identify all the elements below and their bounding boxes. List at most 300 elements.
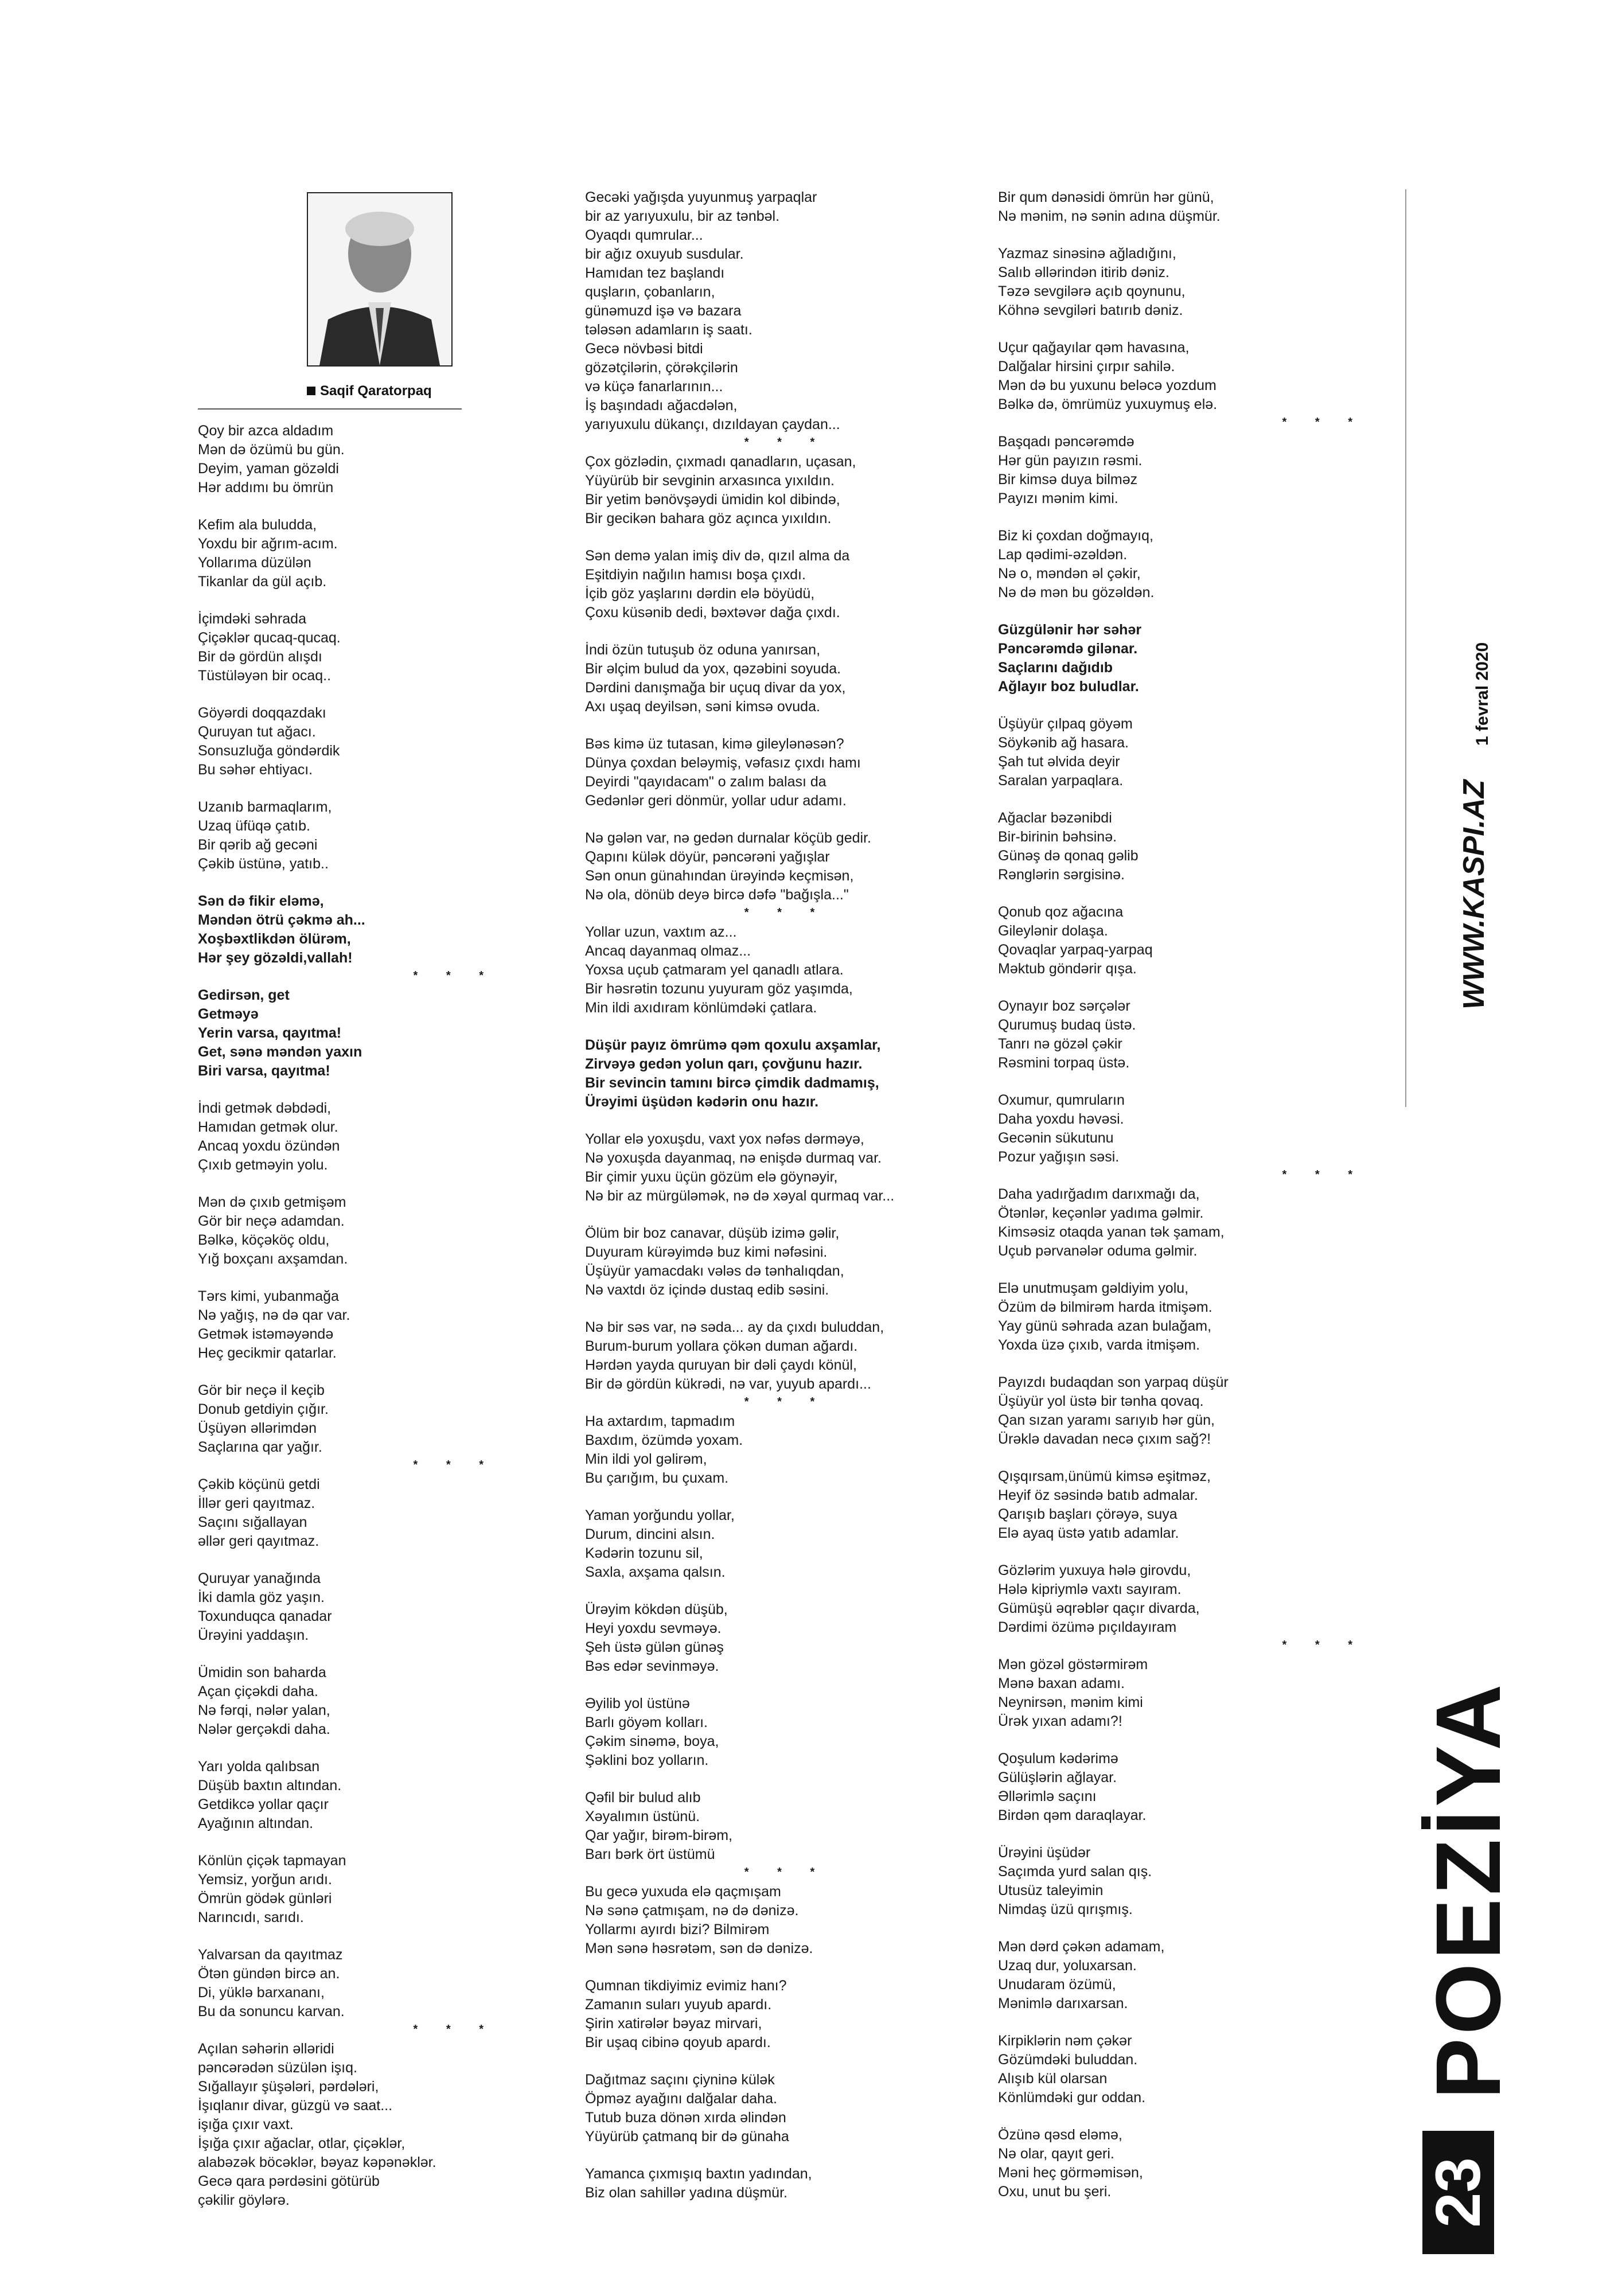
poem-line: Yollarmı ayırdı bizi? Bilmirəm — [585, 1921, 770, 1938]
poem-line: əllər geri qayıtmaz. — [198, 1533, 319, 1549]
poem-line: Sonsuzluğa göndərdik — [198, 743, 340, 759]
poem-line: Bəlkə, köçəköç oldu, — [198, 1232, 330, 1248]
poem-line: Kədərin tozunu sil, — [585, 1545, 703, 1561]
poem-line: Üşüyür yol üstə bir tənha qovaq. — [998, 1393, 1204, 1409]
poem-line: Ömrün gödək günləri — [198, 1890, 332, 1907]
poem-line: Qumnan tikdiyimiz evimiz hanı? — [585, 1978, 787, 1994]
poem-line: Bir kimsə duya bilməz — [998, 471, 1138, 488]
poem-line: Dünya çoxdan beləymiş, vəfasız çıxdı hamı — [585, 755, 861, 771]
poem-line: Əllərimlə saçını — [998, 1788, 1097, 1804]
poem-line: Yollar uzun, vaxtım az... — [585, 924, 737, 940]
stanza — [198, 516, 496, 591]
poem-line: Nə yağış, nə də qar var. — [198, 1307, 350, 1323]
poem-line: Nə o, məndən əl çəkir, — [998, 566, 1141, 582]
poem-line: Yamanca çıxmışıq baxtın yadından, — [585, 2166, 812, 2182]
poem-line: Eşitdiyin nağılın hamısı boşa çıxdı. — [585, 567, 806, 583]
poem-line: Kimsəsiz otaqda yanan tək şamam, — [998, 1224, 1225, 1240]
poem-line: Bir də gördün kükrədi, nə var, yuyub apardı... — [585, 1376, 871, 1392]
poem-line: gözətçilərin, çörəkçilərin — [585, 360, 738, 376]
poem-line: Ürəyimi üşüdən kədərin onu hazır. — [585, 1094, 819, 1110]
poem-column-2 — [585, 188, 987, 2221]
poem-line: Hər şey gözəldi,vallah! — [198, 950, 353, 966]
poem-line: Zamanın suları yuyub apardı. — [585, 1997, 772, 2013]
poem-line: Barlı göyəm kolları. — [585, 1714, 708, 1730]
poem-line: Dağıtmaz saçını çiyninə külək — [585, 2072, 775, 2088]
poem-line: Ha axtardım, tapmadım — [585, 1413, 735, 1429]
stanza — [585, 1694, 987, 1770]
poem-line: Saçını sığallayan — [198, 1514, 307, 1530]
poem-line: Barı bərk ört üstümü — [585, 1846, 715, 1862]
poem-line: Mənə baxan adamı. — [998, 1675, 1125, 1691]
poem-line: Qan sızan yaramı sarıyıb hər gün, — [998, 1412, 1215, 1428]
poem-line: Uçub pərvanələr oduma gəlmir. — [998, 1243, 1198, 1259]
stanza-separator: * * * — [1282, 1168, 1365, 1181]
poem-line: Uzaq üfüqə çatıb. — [198, 818, 310, 834]
poem-line: Mən də özümü bu gün. — [198, 442, 345, 458]
poem-line: Nə bir səs var, nə səda... ay da çıxdı buluddan, — [585, 1319, 884, 1335]
poem-line: Qışqırsam,ünümü kimsə eşitməz, — [998, 1468, 1211, 1484]
stanza — [585, 2165, 987, 2203]
poem-line: Biri varsa, qayıtma! — [198, 1063, 330, 1079]
poem-line: Mən sənə həsrətəm, sən də dənizə. — [585, 1940, 813, 1956]
stanza-separator: * * * — [744, 1866, 828, 1878]
poem-line: Saçımda yurd salan qış. — [998, 1864, 1152, 1880]
poem-line: Uçur qağayılar qəm havasına, — [998, 340, 1190, 356]
stanza — [585, 1412, 987, 1488]
poem-line: Dərdini danışmağa bir uçuq divar da yox, — [585, 680, 846, 696]
stanza — [585, 2071, 987, 2146]
stanza — [198, 1757, 496, 1833]
poem-line: Payızı mənim kimi. — [998, 490, 1118, 506]
stanza — [198, 892, 496, 968]
poem-line: Oynayır boz sərçələr — [998, 998, 1130, 1014]
poem-line: Rəsmini torpaq üstə. — [998, 1055, 1130, 1071]
poem-line: Saçlarını dağıdıb — [998, 660, 1113, 676]
stanza — [998, 432, 1365, 508]
poem-line: Düşüb baxtın altından. — [198, 1777, 342, 1794]
poem-line: Dalğalar hirsini çırpır sahilə. — [998, 358, 1175, 375]
poem-line: Çoxu küsənib dedi, bəxtəvər dağa çıxdı. — [585, 605, 840, 621]
stanza — [198, 986, 496, 1081]
stanza — [585, 641, 987, 716]
poem-line: Duyuram kürəyimdə buz kimi nəfəsini. — [585, 1244, 828, 1260]
stanza — [998, 1373, 1365, 1449]
poem-line: Mən də bu yuxunu beləcə yozdum — [998, 377, 1216, 393]
stanza — [998, 1561, 1365, 1637]
poem-line: Ürəyim kökdən düşüb, — [585, 1601, 728, 1617]
poem-line: Getdikcə yollar qaçır — [198, 1796, 329, 1812]
poem-line: Mən dərd çəkən adamam, — [998, 1939, 1165, 1955]
stanza — [198, 1851, 496, 1927]
poem-line: Hamıdan tez başlandı — [585, 265, 725, 281]
poem-line: Di, yüklə barxananı, — [198, 1985, 325, 2001]
poem-line: Nə də mən bu gözəldən. — [998, 584, 1155, 601]
poem-line: Şah tut əlvida deyir — [998, 754, 1120, 770]
poem-line: Hərdən yayda quruyan bir dəli çaydı könül, — [585, 1357, 857, 1373]
poem-line: Heyi yoxdu sevməyə. — [585, 1620, 722, 1636]
stanza — [998, 2126, 1365, 2201]
poem-line: Getmək istəməyəndə — [198, 1326, 334, 1342]
poem-line: Yemsiz, yorğun arıdı. — [198, 1872, 332, 1888]
poem-line: Dərdimi özümə pıçıldayıram — [998, 1619, 1177, 1635]
poem-line: Getməyə — [198, 1006, 259, 1022]
poem-line: Yaman yorğundu yollar, — [585, 1507, 735, 1523]
poem-line: Nə vaxtdı öz içində dustaq edib səsini. — [585, 1282, 829, 1298]
stanza-separator: * * * — [413, 1459, 496, 1471]
poem-line: Göyərdi doqqazdakı — [198, 705, 326, 721]
poem-line: Tutub buza dönən xırda əlindən — [585, 2110, 786, 2126]
poem-line: Çox gözlədin, çıxmadı qanadların, uçasan, — [585, 454, 856, 470]
poem-line: Ölüm bir boz canavar, düşüb izimə gəlir, — [585, 1225, 840, 1241]
poem-line: Günəş də qonaq gəlib — [998, 848, 1138, 864]
poem-line: Bu gecə yuxuda elə qaçmışam — [585, 1884, 781, 1900]
poem-line: Gülüşlərin ağlayar. — [998, 1769, 1117, 1786]
stanza — [585, 1788, 987, 1864]
poem-line: Kefim ala buludda, — [198, 517, 317, 533]
poem-line: Gedənlər geri dönmür, yollar udur adamı. — [585, 793, 847, 809]
stanza-separator: * * * — [744, 906, 828, 919]
poem-line: Kirpiklərin nəm çəkər — [998, 2033, 1132, 2049]
stanza — [585, 1130, 987, 1206]
poem-line: Get, sənə məndən yaxın — [198, 1044, 362, 1060]
poem-line: Nə mənim, nə sənin adına düşmür. — [998, 208, 1221, 224]
poem-line: Nə ola, dönüb deyə bircə dəfə "bağışla..." — [585, 887, 849, 903]
poem-line: Gecə növbəsi bitdi — [585, 341, 703, 357]
poem-line: Çiçəklər qucaq-qucaq. — [198, 630, 341, 646]
stanza — [998, 997, 1365, 1073]
poem-line: Hər addımı bu ömrün — [198, 480, 334, 496]
poem-line: Sən də fikir eləmə, — [198, 893, 324, 909]
issue-date: 1 fevral 2020 — [1473, 642, 1492, 746]
byline-rule — [198, 408, 462, 410]
poem-line: Bir də gördün alışdı — [198, 649, 322, 665]
poem-line: Daha yoxdu həvəsi. — [998, 1111, 1124, 1127]
stanza — [998, 1467, 1365, 1543]
stanza — [585, 547, 987, 622]
author-byline — [307, 383, 450, 399]
stanza — [198, 1287, 496, 1363]
poem-line: Məktub göndərir qışa. — [998, 961, 1137, 977]
page-number: 23 — [1422, 2131, 1494, 2254]
poem-line: Tərs kimi, yubanmağa — [198, 1288, 339, 1304]
poem-line: Qapını külək döyür, pəncərəni yağışlar — [585, 849, 830, 865]
poem-line: günəmuzd işə və bazara — [585, 303, 742, 319]
poem-line: Gecəki yağışda yuyunmuş yarpaqlar — [585, 189, 817, 205]
stanza — [998, 1843, 1365, 1919]
poem-line: İşıqlanır divar, güzgü və saat... — [198, 2098, 393, 2114]
poem-line: Bu səhər ehtiyacı. — [198, 762, 313, 778]
stanza — [198, 1475, 496, 1551]
poem-line: Bu da sonuncu karvan. — [198, 2003, 345, 2020]
poem-line: Qoy bir azca aldadım — [198, 423, 334, 439]
poem-line: Ürəklə davadan necə çıxım sağ?! — [998, 1431, 1211, 1447]
poem-line: İndi getmək dəbdədi, — [198, 1100, 332, 1116]
stanza — [585, 829, 987, 905]
poem-line: Güzgülənir hər səhər — [998, 622, 1142, 638]
stanza — [198, 610, 496, 685]
poem-line: Bir qərib ağ gecəni — [198, 837, 318, 853]
bullet-square-icon — [307, 387, 315, 395]
poem-line: Üşüyür çılpaq göyəm — [998, 716, 1133, 732]
poem-line: Qurumuş budaq üstə. — [998, 1017, 1136, 1033]
poem-line: çəkilir göylərə. — [198, 2192, 290, 2208]
poem-line: Köhnə sevgiləri batırıb dəniz. — [998, 302, 1183, 318]
poem-line: Elə unutmuşam gəldiyim yolu, — [998, 1280, 1189, 1296]
poem-line: Düşür payız ömrümə qəm qoxulu axşamlar, — [585, 1037, 881, 1053]
poem-line: Ağlayır boz buludlar. — [998, 679, 1139, 695]
poem-line: Qəfil bir bulud alıb — [585, 1790, 701, 1806]
poem-line: Açılan səhərin əlləridi — [198, 2041, 334, 2057]
stanza — [998, 1279, 1365, 1355]
poem-line: Daha yadırğadım darıxmağı da, — [998, 1186, 1200, 1202]
poem-line: Pəncərəmdə gilənar. — [998, 641, 1138, 657]
poem-line: Min ildi yol gəlirəm, — [585, 1451, 707, 1467]
poem-line: Deyirdi "qayıdacam" o zalım balası da — [585, 774, 826, 790]
poem-line: Saçlarına qar yağır. — [198, 1439, 322, 1455]
stanza-separator: * * * — [413, 2023, 496, 2036]
poem-line: Heyif öz səsində batıb admalar. — [998, 1487, 1198, 1503]
poem-line: Durum, dincini alsın. — [585, 1526, 715, 1542]
poem-line: Burum-burum yollara çökən duman ağardı. — [585, 1338, 858, 1354]
poem-line: Çəkim sinəmə, boya, — [585, 1733, 719, 1749]
poem-line: Gileylənir dolaşa. — [998, 923, 1108, 939]
poem-line: Ürəyini üşüdər — [998, 1845, 1091, 1861]
stanza — [585, 188, 987, 434]
poem-line: Xəyalımın üstünü. — [585, 1808, 700, 1825]
poem-line: Gözümdəki buluddan. — [998, 2052, 1138, 2068]
poem-line: Təzə sevgilərə açıb qoynunu, — [998, 283, 1186, 299]
poem-line: Əyilib yol üstünə — [585, 1695, 690, 1712]
poem-line: Çəkib üstünə, yatıb.. — [198, 856, 329, 872]
stanza — [585, 1506, 987, 1582]
poem-line: Bir gecikən bahara göz açınca yıxıldın. — [585, 510, 832, 527]
poem-line: Tanrı nə gözəl çəkir — [998, 1036, 1122, 1052]
poem-line: yarıyuxulu dükançı, dızıldayan çaydan... — [585, 416, 840, 432]
stanza — [198, 1193, 496, 1269]
poem-line: Üşüyən əllərimdən — [198, 1420, 317, 1436]
poem-line: Bir sevincin tamını bircə çimdik dadmamış, — [585, 1075, 879, 1091]
poem-line: Bir yetim bənövşəydi ümidin kol dibində, — [585, 492, 840, 508]
poem-line: Şirin xatirələr bəyaz mirvari, — [585, 2016, 762, 2032]
poem-line: Elə ayaq üstə yatıb adamlar. — [998, 1525, 1179, 1541]
poem-line: İş başındadı ağacdələn, — [585, 397, 738, 414]
stanza — [998, 809, 1365, 884]
margin-divider — [1405, 189, 1406, 1107]
poem-line: Birdən qəm daraqlayar. — [998, 1807, 1147, 1823]
poem-line: Mən gözəl göstərmirəm — [998, 1656, 1148, 1673]
stanza — [998, 621, 1365, 696]
poem-line: Bir çimir yuxu üçün gözüm elə göynəyir, — [585, 1169, 838, 1185]
poem-line: Gedirsən, get — [198, 987, 290, 1003]
poem-line: alabəzək böcəklər, bəyaz kəpənəklər. — [198, 2154, 436, 2170]
poem-line: Çıxıb getməyin yolu. — [198, 1157, 328, 1173]
poem-line: Nə fərqi, nələr yalan, — [198, 1702, 330, 1718]
poem-line: Qonub qoz ağacına — [998, 904, 1124, 920]
stanza — [998, 2032, 1365, 2107]
poem-line: Məni heç görməmisən, — [998, 2165, 1143, 2181]
poem-line: Ötənlər, keçənlər yadıma gəlmir. — [998, 1205, 1204, 1221]
stanza — [998, 527, 1365, 602]
stanza — [585, 923, 987, 1018]
stanza — [585, 735, 987, 810]
poem-line: bir ağız oxuyub susdular. — [585, 246, 744, 262]
poem-line: Toxunduqca qanadar — [198, 1608, 332, 1624]
poem-line: Yüyürüb çatmanq bir də günaha — [585, 2129, 789, 2145]
poem-line: Bəlkə də, ömrümüz yuxuymuş elə. — [998, 396, 1218, 412]
poem-line: Biz olan sahillər yadına düşmür. — [585, 2185, 787, 2201]
stanza — [585, 1977, 987, 2052]
poem-line: Mən də çıxıb getmişəm — [198, 1194, 346, 1210]
poem-line: Neynirsən, mənim kimi — [998, 1694, 1143, 1710]
poem-line: Nimdaş üzü qırışmış. — [998, 1901, 1133, 1917]
poem-line: Xoşbəxtlikdən ölürəm, — [198, 931, 351, 947]
poem-line: quşların, çobanların, — [585, 284, 715, 300]
poem-line: Quruyan tut ağacı. — [198, 724, 316, 740]
poem-line: Ağaclar bəzənibdi — [998, 810, 1112, 826]
poem-line: Ancaq dayanmaq olmaz... — [585, 943, 751, 959]
poem-line: Yoxdu bir ağrım-acım. — [198, 536, 338, 552]
poem-line: Tüstüləyən bir ocaq.. — [198, 668, 332, 684]
poem-line: Gözlərim yuxuya hələ girovdu, — [998, 1562, 1191, 1578]
poem-line: Qar yağır, birəm-birəm, — [585, 1827, 733, 1843]
stanza — [585, 453, 987, 528]
stanza — [198, 1381, 496, 1457]
poem-line: Könlümdəki gur oddan. — [998, 2090, 1146, 2106]
poem-line: Bir-birinin bəhsinə. — [998, 829, 1117, 845]
poem-line: Ayağının altından. — [198, 1815, 314, 1831]
poem-line: Narıncıdı, sarıdı. — [198, 1909, 304, 1925]
stanza — [198, 704, 496, 779]
poem-line: Bəs kimə üz tutasan, kimə gileylənəsən? — [585, 736, 844, 752]
poem-line: İndi özün tutuşub öz oduna yanırsan, — [585, 642, 821, 658]
poem-line: Alışıb kül olarsan — [998, 2071, 1108, 2087]
poem-line: Oxu, unut bu şeri. — [998, 2184, 1112, 2200]
poem-line: Bu çarığım, bu çuxam. — [585, 1470, 729, 1486]
poem-line: İllər geri qayıtmaz. — [198, 1495, 315, 1511]
poem-line: Bir əlçim bulud da yox, qəzəbini soyuda. — [585, 661, 841, 677]
poem-line: Sən onun günahından ürəyində keçmisən, — [585, 868, 854, 884]
poem-line: Qoşulum kədərimə — [998, 1751, 1118, 1767]
stanza — [998, 1655, 1365, 1731]
stanza — [198, 422, 496, 497]
stanza — [998, 188, 1365, 226]
poem-line: Nə gələn var, nə gedən durnalar köçüb gedir. — [585, 830, 871, 846]
section-title: POEZİYA — [1417, 1681, 1519, 2099]
stanza — [585, 1036, 987, 1112]
poem-line: Çəkib köçünü getdi — [198, 1476, 320, 1492]
poem-line: Nə yoxuşda dayanmaq, nə enişdə durmaq var. — [585, 1150, 882, 1166]
poem-line: Min ildi axıdıram könlümdəki çatlara. — [585, 1000, 817, 1016]
poem-line: Nə bir az mürgüləmək, nə də xəyal qurmaq var... — [585, 1188, 895, 1204]
poem-line: Tikanlar da gül açıb. — [198, 574, 327, 590]
poem-line: Nələr gerçəkdi daha. — [198, 1721, 330, 1737]
poem-line: Mənimlə darıxarsan. — [998, 1995, 1128, 2012]
poem-line: Könlün çiçək tapmayan — [198, 1853, 346, 1869]
poem-line: Yüyürüb bir sevginin arxasınca yıxıldın. — [585, 473, 835, 489]
poem-line: və küçə fanarlarının... — [585, 379, 723, 395]
poem-line: Deyim, yaman gözəldi — [198, 461, 339, 477]
poem-line: Hər gün payızın rəsmi. — [998, 453, 1143, 469]
poem-line: İşığa çıxır ağaclar, otlar, çiçəklər, — [198, 2135, 406, 2151]
stanza — [998, 338, 1365, 414]
poem-line: Yollarıma düzülən — [198, 555, 311, 571]
poem-line: Açan çiçəkdi daha. — [198, 1683, 318, 1699]
poem-line: Ümidin son baharda — [198, 1664, 326, 1681]
poem-line: Qarışıb başları çörəyə, suya — [998, 1506, 1177, 1522]
poem-line: Yığ boxçanı axşamdan. — [198, 1251, 348, 1267]
poem-line: Bir qum dənəsidi ömrün hər günü, — [998, 189, 1214, 205]
poem-line: Uzanıb barmaqlarım, — [198, 799, 332, 815]
stanza-separator: * * * — [744, 1395, 828, 1408]
poem-line: Yazmaz sinəsinə ağladığını, — [998, 245, 1176, 262]
poem-line: Yarı yolda qalıbsan — [198, 1759, 320, 1775]
author-name: Saqif Qaratorpaq — [320, 383, 432, 399]
site-url: WWW.KASPI.AZ — [1457, 779, 1491, 1009]
poem-line: Oxumur, qumruların — [998, 1092, 1125, 1108]
poem-line: Söykənib ağ hasara. — [998, 735, 1129, 751]
stanza — [998, 903, 1365, 979]
poem-line: Yay günü səhrada azan bulağam, — [998, 1318, 1212, 1334]
poem-line: İki damla göz yaşın. — [198, 1589, 325, 1605]
poem-line: Pozur yağışın səsi. — [998, 1149, 1120, 1165]
stanza — [585, 1600, 987, 1676]
poem-line: Məndən ötrü çəkmə ah... — [198, 912, 365, 928]
stanza — [998, 244, 1365, 320]
poem-line: Rənglərin sərgisinə. — [998, 867, 1125, 883]
poem-line: Şəklini boz yolların. — [585, 1752, 709, 1768]
poem-line: Payızdı budaqdan son yarpaq düşür — [998, 1374, 1229, 1390]
poem-line: Gecənin sükutunu — [998, 1130, 1114, 1146]
poem-line: Lap qədimi-əzəldən. — [998, 547, 1128, 563]
poem-line: Yoxsa uçub çatmaram yel qanadlı atlara. — [585, 962, 844, 978]
poem-line: işığa çıxır vaxt. — [198, 2116, 294, 2133]
stanza — [998, 1749, 1365, 1825]
poem-line: Quruyar yanağında — [198, 1570, 321, 1586]
poem-line: Ötən gündən bircə an. — [198, 1966, 340, 1982]
poem-line: Qovaqlar yarpaq-yarpaq — [998, 942, 1153, 958]
poem-line: bir az yarıyuxulu, bir az tənbəl. — [585, 208, 780, 224]
poem-line: Bəs edər sevinməyə. — [585, 1658, 719, 1674]
poem-line: Özünə qəsd eləmə, — [998, 2127, 1122, 2143]
poem-line: Gör bir neçə il keçib — [198, 1382, 325, 1398]
poem-line: Sən demə yalan imiş div də, qızıl alma da — [585, 548, 850, 564]
poem-line: Ancaq yoxdu özündən — [198, 1138, 340, 1154]
stanza-separator: * * * — [413, 969, 496, 982]
poem-line: Heç gecikmir qatarlar. — [198, 1345, 337, 1361]
poem-line: Gecə qara pərdəsini götürüb — [198, 2173, 380, 2189]
stanza — [198, 1663, 496, 1739]
poem-line: Hamıdan getmək olur. — [198, 1119, 338, 1135]
poem-line: Yollar elə yoxuşdu, vaxt yox nəfəs dərməyə, — [585, 1131, 864, 1147]
poem-line: Özüm də bilmirəm harda itmişəm. — [998, 1299, 1212, 1315]
poem-line: Ürəyini yaddaşın. — [198, 1627, 309, 1643]
stanza-separator: * * * — [744, 436, 828, 449]
stanza — [198, 798, 496, 874]
stanza — [198, 2040, 496, 2210]
poem-line: Oyaqdı qumrular... — [585, 227, 703, 243]
stanza — [198, 1946, 496, 2021]
poem-line: Nə sənə çatmışam, nə də dənizə. — [585, 1903, 799, 1919]
poem-line: Gör bir neçə adamdan. — [198, 1213, 345, 1229]
poem-line: Saxla, axşama qalsın. — [585, 1564, 726, 1580]
poem-column-1 — [198, 422, 496, 2228]
poem-column-3 — [998, 188, 1365, 2220]
poem-line: Üşüyür yamacdakı vələs də tənhalıqdan, — [585, 1263, 844, 1279]
poem-line: Utusüz taleyimin — [998, 1882, 1104, 1899]
poem-line: Baxdım, özümdə yoxam. — [585, 1432, 743, 1448]
poem-line: Uzaq dur, yoluxarsan. — [998, 1958, 1137, 1974]
poem-line: İçib göz yaşlarını dərdin elə böyüdü, — [585, 586, 815, 602]
